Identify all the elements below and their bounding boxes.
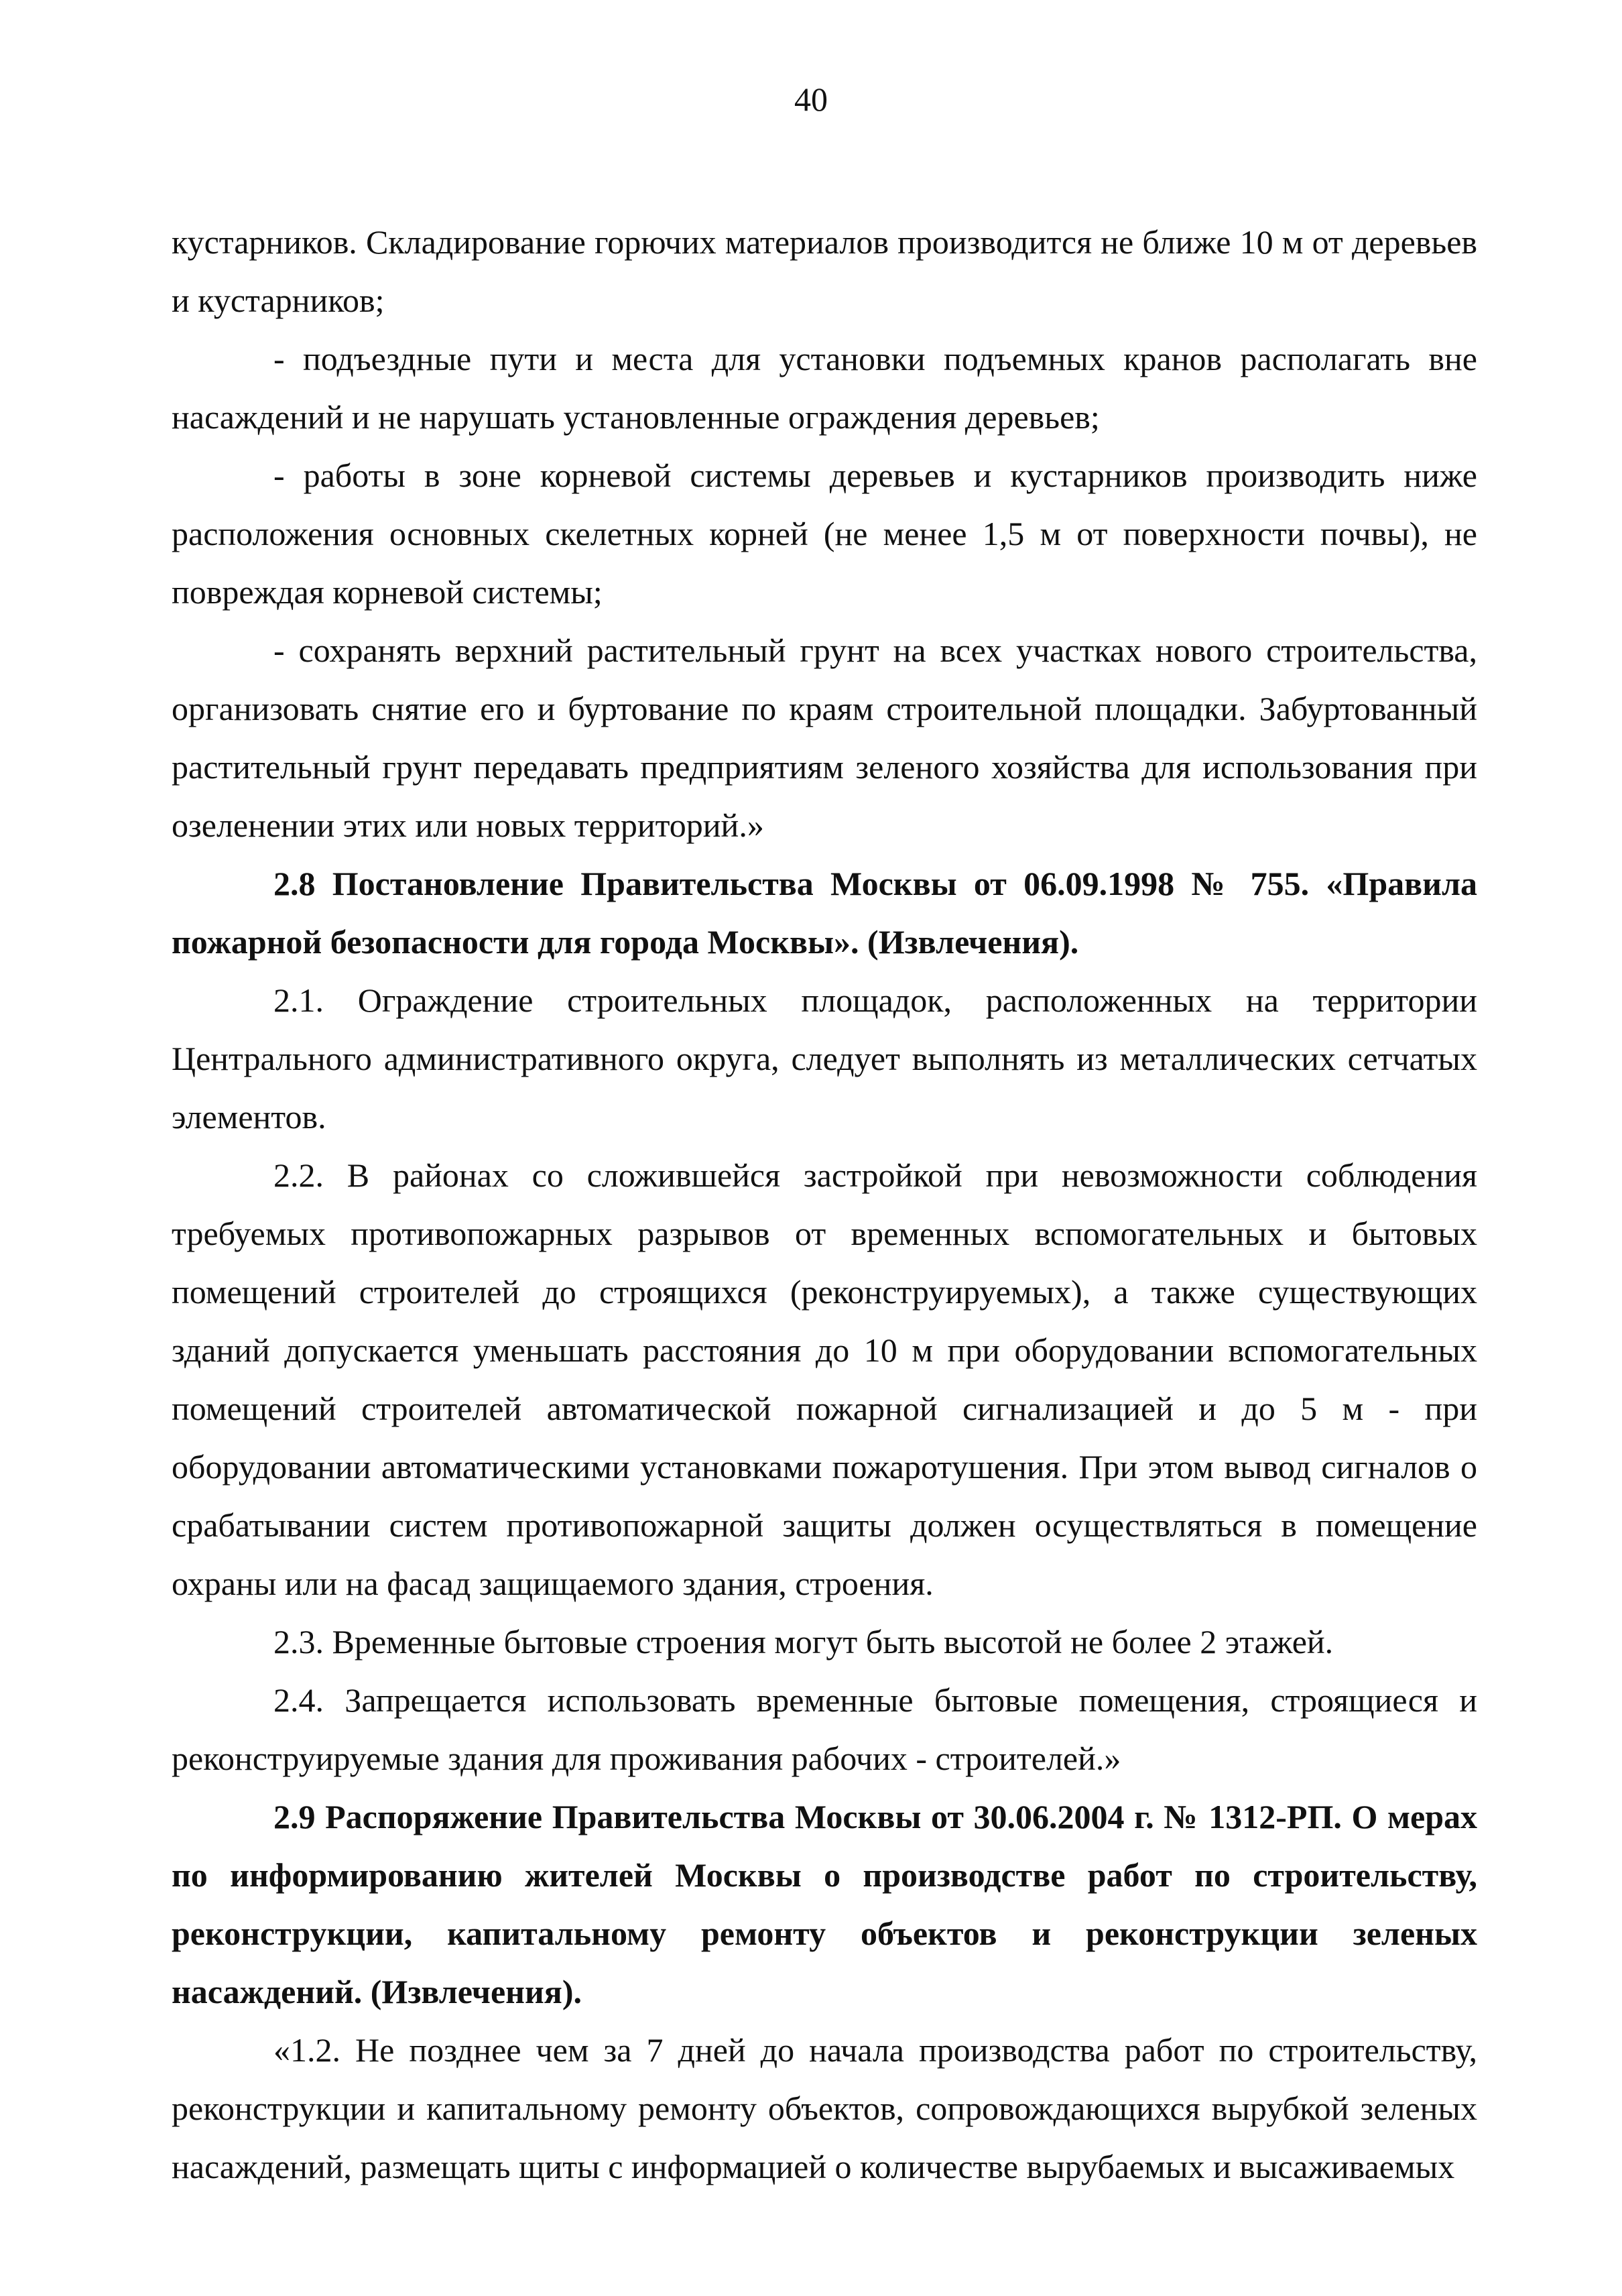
paragraph-shrubs-continuation: кустарников. Складирование горючих материалов производится не ближе 10 м от деревьев и кустарников; xyxy=(172,223,1477,319)
paragraph-root-zone-works: - работы в зоне корневой системы деревьев и кустарников производить ниже расположения основных скелетных корней (не менее 1,5 м от поверхности почвы), не повреждая корневой системы; xyxy=(172,457,1477,611)
paragraph-2-2-fire-gaps: 2.2. В районах со сложившейся застройкой при невозможности соблюдения требуемых противопожарных разрывов от временных вспомогательных и бытовых помещений строителей до строящихся (реконструируемых), а также существующих зданий допускается уменьшать расстояния до 10 м при оборудовании вспомогательных помещений строителей автоматической пожарной сигнализацией и до 5 м - при оборудовании автоматическими установками пожаротушения. При этом вывод сигналов о срабатывании систем противопожарной защиты должен осуществляться в помещение охраны или на фасад защищаемого здания, строения. xyxy=(172,1156,1477,1602)
section-heading-2-8: 2.8 Постановление Правительства Москвы от 06.09.1998 № 755. «Правила пожарной безопасности для города Москвы». (Извлечения). xyxy=(172,865,1477,961)
paragraph-1-2-information-boards: «1.2. Не позднее чем за 7 дней до начала производства работ по строительству, реконструкции и капитальному ремонту объектов, сопровождающихся вырубкой зеленых насаждений, размещать щиты с информацией о количестве вырубаемых и высаживаемых xyxy=(172,2031,1477,2185)
page-number: 40 xyxy=(794,80,828,118)
section-heading-2-9: 2.9 Распоряжение Правительства Москвы от 30.06.2004 г. № 1312-РП. О мерах по информированию жителей Москвы о производстве работ по строительству, реконструкции, капитальному ремонту объектов и реконструкции зеленых насаждений. (Извлечения). xyxy=(172,1798,1477,2010)
paragraph-2-1-fencing: 2.1. Ограждение строительных площадок, расположенных на территории Центрального административного округа, следует выполнять из металлических сетчатых элементов. xyxy=(172,981,1477,1136)
paragraph-2-4-prohibition: 2.4. Запрещается использовать временные бытовые помещения, строящиеся и реконструируемые здания для проживания рабочих - строителей.» xyxy=(172,1681,1477,1777)
document-body xyxy=(172,213,1477,2196)
paragraph-topsoil-preservation: - сохранять верхний растительный грунт на всех участках нового строительства, организовать снятие его и буртование по краям строительной площадки. Забуртованный растительный грунт передавать предприятиям зеленого хозяйства для использования при озеленении этих или новых территорий.» xyxy=(172,631,1477,844)
paragraph-2-3-temporary-buildings: 2.3. Временные бытовые строения могут быть высотой не более 2 этажей. xyxy=(273,1623,1334,1660)
paragraph-access-roads: - подъездные пути и места для установки подъемных кранов располагать вне насаждений и не нарушать установленные ограждения деревьев; xyxy=(172,340,1477,436)
